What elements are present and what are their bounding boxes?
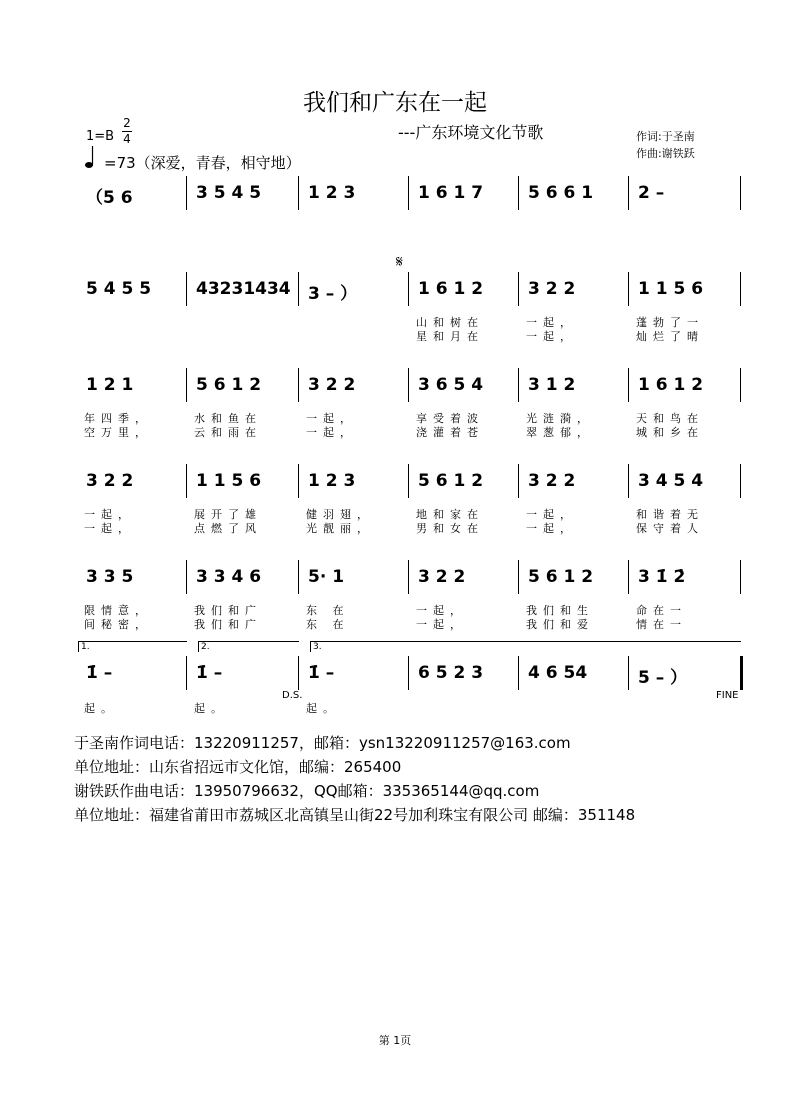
measure-notes: 5· 1 (308, 567, 345, 587)
barline (298, 368, 299, 402)
lyric-verse-1: 山和树在 (416, 316, 484, 329)
measure-notes: 1 6 1 2 (418, 279, 484, 299)
barline (518, 560, 519, 594)
barline (298, 560, 299, 594)
lyric-verse-2: 我们和广 (194, 618, 262, 631)
lyric-verse-1: 地和家在 (416, 508, 484, 521)
footer-line-1: 于圣南作词电话：13220911257，邮箱：ysn13220911257@163.com (74, 734, 571, 752)
barline (740, 464, 741, 498)
tempo-marking: =73（深爱，青春，相守地） (104, 154, 301, 172)
footer-line-3: 谢铁跃作曲电话：13950796632，QQ邮箱：335365144@qq.com (74, 782, 540, 800)
barline (628, 656, 629, 690)
staff-row (76, 464, 740, 535)
barline (628, 176, 629, 210)
lyric-verse-2: 一起， (416, 618, 467, 631)
measure-notes: 3 2 2 (308, 375, 356, 395)
lyric-verse-1: 一起， (84, 508, 135, 521)
lyric-verse-2: 情在一 (636, 618, 687, 631)
measure-notes: 3 1̇ 2̇ (638, 567, 686, 587)
lyric-verse-1: 天和鸟在 (636, 412, 704, 425)
time-signature (122, 116, 132, 147)
measure-notes: 4 6 54 (528, 663, 588, 683)
barline (628, 464, 629, 498)
barline (186, 368, 187, 402)
lyric-verse-2: 城和乡在 (636, 426, 704, 439)
lyric-verse-1: 命在一 (636, 604, 687, 617)
lyric-verse-2: 光靓丽， (306, 522, 374, 535)
measure-notes: 3 6 5 4 (418, 375, 484, 395)
segno-icon: 𝄋 (396, 252, 403, 271)
volta-bracket: 2. (198, 641, 299, 652)
lyricist-credit: 作词:于圣南 (636, 130, 695, 143)
barline (408, 656, 409, 690)
song-subtitle: ---广东环境文化节歌 (398, 123, 544, 142)
measure-notes: 1 2 3 (308, 183, 356, 203)
lyric-verse-2: 星和月在 (416, 330, 484, 343)
measure-notes: 43231434 (196, 279, 291, 299)
lyric-verse-1: 我们和广 (194, 604, 262, 617)
lyric-verse-1: 蓬勃了一 (636, 316, 704, 329)
staff-row (76, 176, 740, 210)
volta-bracket: 3. (310, 641, 741, 652)
composer-credit: 作曲:谢铁跃 (636, 147, 695, 160)
barline (518, 656, 519, 690)
lyric-verse-1: 享受着波 (416, 412, 484, 425)
barline (186, 656, 187, 690)
footer-line-4: 单位地址：福建省莆田市荔城区北高镇呈山街22号加利珠宝有限公司 邮编：351148 (74, 806, 636, 824)
lyric-verse-2: 我们和爱 (526, 618, 594, 631)
lyric-verse-2: 空万里， (84, 426, 152, 439)
quarter-note-icon (85, 145, 97, 169)
barline (740, 656, 743, 690)
time-signature-bottom: 4 (123, 132, 131, 146)
lyric-verse-2: 一起， (526, 522, 577, 535)
lyric-verse-1: 展开了雄 (194, 508, 262, 521)
measure-notes: 5 – ） (638, 668, 688, 688)
lyric-verse-2: 灿烂了晴 (636, 330, 704, 343)
barline (186, 464, 187, 498)
barline (298, 464, 299, 498)
barline (408, 368, 409, 402)
measure-notes: 5 4 5 5 (86, 279, 152, 299)
barline (518, 464, 519, 498)
barline (740, 368, 741, 402)
barline (408, 560, 409, 594)
barline (628, 368, 629, 402)
measure-notes: （5 6 (86, 188, 133, 208)
measure-notes: 3 5 4 5 (196, 183, 262, 203)
lyric-verse-1: 起。 (194, 702, 228, 715)
measure-notes: 6 5 2 3 (418, 663, 484, 683)
lyric-verse-2: 点燃了风 (194, 522, 262, 535)
fine-marking: FINE (716, 690, 739, 701)
measure-notes: 3 3 4 6 (196, 567, 262, 587)
barline (186, 176, 187, 210)
measure-notes: 1̇ – (308, 663, 335, 683)
measure-notes: 3 – ） (308, 284, 358, 304)
lyric-verse-2: 翠葱郁， (526, 426, 594, 439)
staff-row (76, 272, 740, 343)
lyric-verse-2: 云和雨在 (194, 426, 262, 439)
lyric-verse-2: 一起， (526, 330, 577, 343)
lyric-verse-2: 一起， (306, 426, 357, 439)
measure-notes: 5 6 6 1 (528, 183, 594, 203)
barline (298, 656, 299, 690)
barline (408, 464, 409, 498)
lyric-verse-2: 一起， (84, 522, 135, 535)
barline (298, 176, 299, 210)
barline (408, 272, 409, 306)
lyric-verse-1: 起。 (306, 702, 340, 715)
lyric-verse-1: 限情意， (84, 604, 152, 617)
measure-notes: 1̇ – (86, 663, 113, 683)
measure-notes: 3 2 2 (528, 471, 576, 491)
barline (740, 272, 741, 306)
measure-notes: 5 6 1 2 (528, 567, 594, 587)
dal-segno-marking: D.S. (282, 690, 303, 701)
lyric-verse-2: 间秘密， (84, 618, 152, 631)
measure-notes: 3 2 2 (86, 471, 134, 491)
lyric-verse-1: 一起， (526, 316, 577, 329)
lyric-verse-1: 一起， (526, 508, 577, 521)
measure-notes: 5 6 1 2 (418, 471, 484, 491)
lyric-verse-2: 东 在 (306, 618, 350, 631)
measure-notes: 1 1 5 6 (196, 471, 262, 491)
lyric-verse-1: 健羽翅， (306, 508, 374, 521)
measure-notes: 1 6 1 2 (638, 375, 704, 395)
page-number: 第 1页 (378, 1034, 412, 1047)
staff-row (76, 560, 740, 631)
lyric-verse-1: 起。 (84, 702, 118, 715)
volta-bracket: 1. (78, 641, 187, 652)
measure-notes: 1̇ – (196, 663, 223, 683)
lyric-verse-1: 我们和生 (526, 604, 594, 617)
barline (628, 272, 629, 306)
lyric-verse-2: 保守着人 (636, 522, 704, 535)
measure-notes: 3 2 2 (418, 567, 466, 587)
barline (186, 272, 187, 306)
time-signature-top: 2 (123, 116, 131, 130)
song-title: 我们和广东在一起 (303, 90, 487, 116)
barline (298, 272, 299, 306)
footer-line-2: 单位地址：山东省招远市文化馆，邮编：265400 (74, 758, 402, 776)
barline (740, 176, 741, 210)
measure-notes: 3 2 2 (528, 279, 576, 299)
lyric-verse-1: 水和鱼在 (194, 412, 262, 425)
measure-notes: 3 1 2 (528, 375, 576, 395)
measure-notes: 3 4 5 4 (638, 471, 704, 491)
measure-notes: 1 1 5 6 (638, 279, 704, 299)
lyric-verse-2: 男和女在 (416, 522, 484, 535)
measure-notes: 2 – (638, 183, 665, 203)
barline (186, 560, 187, 594)
lyric-verse-1: 一起， (306, 412, 357, 425)
barline (628, 560, 629, 594)
lyric-verse-1: 一起， (416, 604, 467, 617)
measure-notes: 3 3 5 (86, 567, 134, 587)
staff-row (76, 368, 740, 439)
key-signature: 1=B (86, 129, 115, 144)
barline (518, 368, 519, 402)
barline (408, 176, 409, 210)
lyric-verse-1: 和谐着无 (636, 508, 704, 521)
measure-notes: 5 6 1 2 (196, 375, 262, 395)
measure-notes: 1 6 1 7 (418, 183, 484, 203)
lyric-verse-1: 光涟漪， (526, 412, 594, 425)
measure-notes: 1 2 3 (308, 471, 356, 491)
barline (518, 176, 519, 210)
barline (740, 560, 741, 594)
lyric-verse-1: 东 在 (306, 604, 350, 617)
measure-notes: 1 2 1 (86, 375, 134, 395)
barline (518, 272, 519, 306)
lyric-verse-2: 浇灌着苍 (416, 426, 484, 439)
lyric-verse-1: 年四季， (84, 412, 152, 425)
